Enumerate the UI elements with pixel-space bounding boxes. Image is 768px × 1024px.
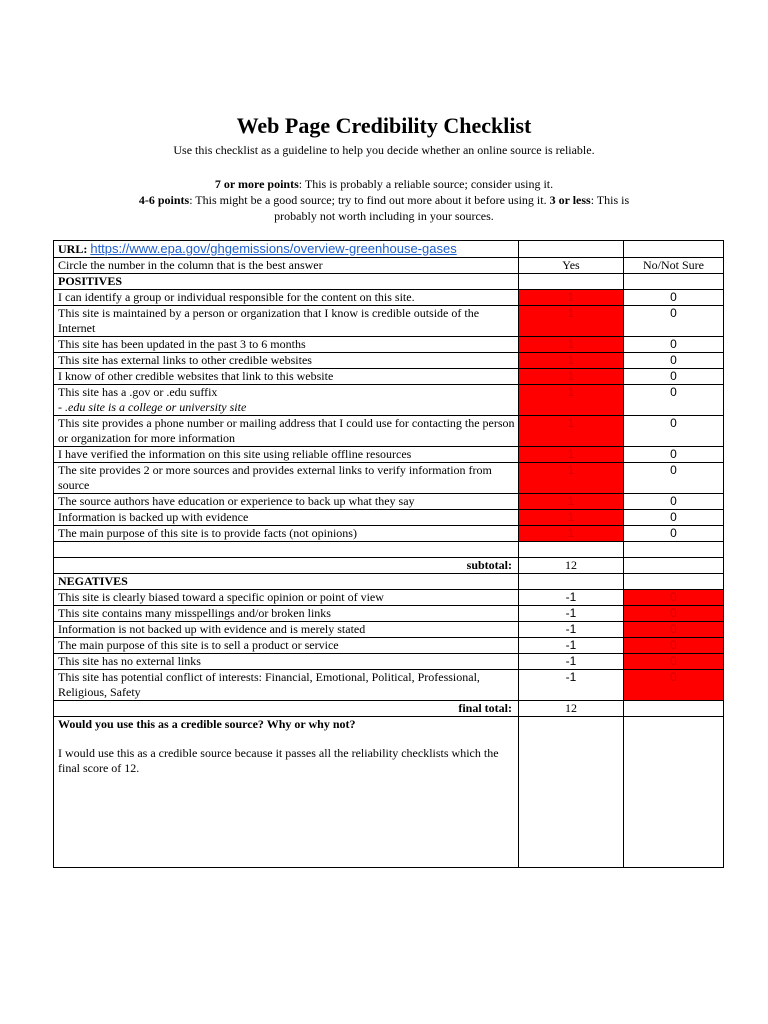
negatives-header-row	[54, 574, 724, 590]
criterion-label: This site has external links to other credible websites	[58, 353, 312, 367]
subtotal-label: subtotal:	[54, 558, 519, 574]
scale-good	[40, 192, 728, 208]
score-value-no: 0	[670, 369, 677, 383]
scale-low-continued: probably not worth including in your sources.	[274, 209, 494, 223]
empty-cell	[624, 558, 724, 574]
score-value-no: 0	[670, 306, 677, 320]
score-value-yes: 1	[567, 526, 575, 540]
score-value-no: 0	[670, 638, 677, 652]
score-cell-no[interactable]	[624, 654, 724, 670]
score-value-yes: 1	[567, 290, 575, 304]
score-value-no: 0	[670, 353, 677, 367]
score-value-yes: 1	[567, 385, 575, 399]
scale-low-text: : This is	[590, 193, 630, 207]
subtotal-value: 12	[519, 558, 624, 574]
score-cell-no[interactable]	[624, 638, 724, 654]
scale-low-label: 3 or less	[549, 193, 591, 207]
score-cell-yes[interactable]	[519, 510, 624, 526]
negatives-heading: NEGATIVES	[54, 574, 519, 590]
criterion-text	[54, 526, 519, 542]
score-value-no: 0	[670, 654, 677, 668]
criterion-label: This site contains many misspellings and/or broken links	[58, 606, 331, 620]
positive-criterion-row	[54, 337, 724, 353]
response-answer: I would use this as a credible source because it passes all the reliability checklists which the final score of 12.	[58, 746, 499, 775]
criterion-label: Information is backed up with evidence	[58, 510, 249, 524]
criterion-note: - .edu site is a college or university site	[58, 400, 247, 414]
url-link[interactable]: https://www.epa.gov/ghgemissions/overview-greenhouse-gases	[90, 241, 457, 256]
positive-criterion-row	[54, 447, 724, 463]
score-cell-yes[interactable]	[519, 590, 624, 606]
criterion-text	[54, 369, 519, 385]
score-value-no: 0	[670, 494, 677, 508]
score-value-yes: -1	[565, 654, 577, 668]
score-cell-no[interactable]	[624, 590, 724, 606]
empty-cell	[624, 241, 724, 258]
scale-reliable	[40, 176, 728, 192]
score-value-yes: 1	[567, 494, 575, 508]
empty-cell	[54, 542, 519, 558]
final-total-row	[54, 701, 724, 717]
final-total-value: 12	[519, 701, 624, 717]
score-value-yes: -1	[565, 590, 577, 604]
instruction-text: Circle the number in the column that is the best answer	[54, 258, 519, 274]
score-value-yes: 1	[567, 369, 575, 383]
score-cell-no[interactable]	[624, 337, 724, 353]
score-cell-no[interactable]	[624, 369, 724, 385]
score-cell-yes[interactable]	[519, 622, 624, 638]
empty-cell	[519, 274, 624, 290]
empty-cell	[624, 274, 724, 290]
positive-criterion-row	[54, 526, 724, 542]
score-value-no: 0	[670, 606, 677, 620]
criterion-label: The source authors have education or experience to back up what they say	[58, 494, 415, 508]
empty-cell	[519, 241, 624, 258]
score-cell-yes[interactable]	[519, 447, 624, 463]
criterion-label: This site has a .gov or .edu suffix	[58, 385, 218, 399]
score-cell-no[interactable]	[624, 526, 724, 542]
score-value-yes: 1	[567, 463, 575, 477]
criterion-label: The main purpose of this site is to sell a product or service	[58, 638, 339, 652]
column-header-no: No/Not Sure	[624, 258, 724, 274]
credibility-table	[53, 240, 724, 868]
score-cell-no[interactable]	[624, 494, 724, 510]
criterion-label: This site is clearly biased toward a specific opinion or point of view	[58, 590, 384, 604]
score-cell-yes[interactable]	[519, 494, 624, 510]
score-cell-no[interactable]	[624, 306, 724, 337]
criterion-text	[54, 447, 519, 463]
positive-criterion-row	[54, 306, 724, 337]
criterion-label: This site has potential conflict of interests: Financial, Emotional, Political, Professional, Religious, Safety	[58, 670, 480, 699]
positives-header-row	[54, 274, 724, 290]
score-value-yes: -1	[565, 638, 577, 652]
score-value-yes: 1	[567, 416, 575, 430]
instruction-row	[54, 258, 724, 274]
criterion-text	[54, 510, 519, 526]
score-cell-no[interactable]	[624, 416, 724, 447]
column-header-yes: Yes	[519, 258, 624, 274]
criterion-text	[54, 290, 519, 306]
positive-criterion-row	[54, 385, 724, 416]
criterion-label: I can identify a group or individual responsible for the content on this site.	[58, 290, 415, 304]
criterion-text	[54, 416, 519, 447]
score-value-no: 0	[670, 670, 677, 684]
negative-criterion-row	[54, 590, 724, 606]
score-cell-yes[interactable]	[519, 654, 624, 670]
score-cell-no[interactable]	[624, 606, 724, 622]
score-cell-yes[interactable]	[519, 526, 624, 542]
score-value-no: 0	[670, 290, 677, 304]
score-cell-no[interactable]	[624, 385, 724, 416]
score-value-yes: 1	[567, 353, 575, 367]
empty-cell	[519, 542, 624, 558]
score-value-yes: 1	[567, 306, 575, 320]
criterion-label: I know of other credible websites that link to this website	[58, 369, 334, 383]
score-cell-yes[interactable]	[519, 416, 624, 447]
criterion-text	[54, 654, 519, 670]
url-row	[54, 241, 724, 258]
empty-cell	[624, 542, 724, 558]
url-cell	[54, 241, 519, 258]
spacer-row	[54, 542, 724, 558]
scale-reliable-label: 7 or more points	[214, 177, 299, 191]
subtotal-row	[54, 558, 724, 574]
score-value-no: 0	[670, 622, 677, 636]
score-cell-yes[interactable]	[519, 353, 624, 369]
positive-criterion-row	[54, 290, 724, 306]
score-cell-no[interactable]	[624, 510, 724, 526]
positive-criterion-row	[54, 353, 724, 369]
positive-criterion-row	[54, 494, 724, 510]
criterion-text	[54, 337, 519, 353]
scale-reliable-text: : This is probably a reliable source; consider using it.	[298, 177, 554, 191]
positives-heading: POSITIVES	[54, 274, 519, 290]
positive-criterion-row	[54, 369, 724, 385]
negative-criterion-row	[54, 606, 724, 622]
score-cell-yes[interactable]	[519, 670, 624, 701]
criterion-text	[54, 385, 519, 416]
scale-good-label: 4-6 points	[138, 193, 190, 207]
negative-criterion-row	[54, 638, 724, 654]
criterion-label: This site has no external links	[58, 654, 201, 668]
page-title: Web Page Credibility Checklist	[236, 113, 532, 138]
criterion-text	[54, 463, 519, 494]
scale-good-text: : This might be a good source; try to find out more about it before using it.	[189, 193, 550, 207]
score-value-yes: 1	[567, 447, 575, 461]
negative-criterion-row	[54, 622, 724, 638]
url-label: URL:	[58, 242, 88, 256]
criterion-label: The site provides 2 or more sources and provides external links to verify information from source	[58, 463, 492, 492]
score-cell-yes[interactable]	[519, 463, 624, 494]
negative-criterion-row	[54, 670, 724, 701]
empty-cell	[519, 574, 624, 590]
score-cell-no[interactable]	[624, 290, 724, 306]
score-cell-yes[interactable]	[519, 337, 624, 353]
score-cell-yes[interactable]	[519, 290, 624, 306]
score-cell-yes[interactable]	[519, 306, 624, 337]
score-value-no: 0	[670, 337, 677, 351]
criterion-text	[54, 590, 519, 606]
criterion-text	[54, 638, 519, 654]
criterion-label: This site has been updated in the past 3 to 6 months	[58, 337, 306, 351]
score-value-yes: 1	[567, 510, 575, 524]
criterion-label: This site is maintained by a person or organization that I know is credible outside of the Internet	[58, 306, 480, 335]
score-cell-no[interactable]	[624, 447, 724, 463]
criterion-text	[54, 306, 519, 337]
criterion-text	[54, 606, 519, 622]
score-cell-no[interactable]	[624, 463, 724, 494]
score-cell-yes[interactable]	[519, 385, 624, 416]
empty-cell	[624, 701, 724, 717]
criterion-text	[54, 622, 519, 638]
positive-criterion-row	[54, 416, 724, 447]
score-value-no: 0	[670, 510, 677, 524]
score-cell-yes[interactable]	[519, 606, 624, 622]
score-cell-yes[interactable]	[519, 369, 624, 385]
criterion-text	[54, 670, 519, 701]
response-row	[54, 717, 724, 868]
negative-criterion-row	[54, 654, 724, 670]
score-value-no: 0	[670, 447, 677, 461]
score-value-yes: -1	[565, 670, 577, 684]
criterion-label: Information is not backed up with evidence and is merely stated	[58, 622, 366, 636]
intro-text: Use this checklist as a guideline to help you decide whether an online source is reliable.	[173, 143, 595, 157]
score-value-no: 0	[670, 590, 677, 604]
score-value-no: 0	[670, 416, 677, 430]
score-value-no: 0	[670, 463, 677, 477]
empty-cell	[624, 574, 724, 590]
criterion-label: The main purpose of this site is to provide facts (not opinions)	[58, 526, 357, 540]
score-cell-no[interactable]	[624, 670, 724, 701]
score-value-yes: -1	[565, 606, 577, 620]
positive-criterion-row	[54, 463, 724, 494]
response-question: Would you use this as a credible source? Why or why not?	[58, 717, 356, 731]
final-total-label: final total:	[54, 701, 519, 717]
score-value-yes: 1	[567, 337, 575, 351]
score-cell-no[interactable]	[624, 353, 724, 369]
criterion-label: This site provides a phone number or mailing address that I could use for contacting the person or organization for more information	[58, 416, 515, 445]
criterion-label: I have verified the information on this site using reliable offline resources	[58, 447, 412, 461]
score-cell-no[interactable]	[624, 622, 724, 638]
criterion-text	[54, 494, 519, 510]
score-value-no: 0	[670, 385, 677, 399]
response-cell	[54, 717, 519, 868]
score-value-no: 0	[670, 526, 677, 540]
score-value-yes: -1	[565, 622, 577, 636]
empty-cell	[519, 717, 624, 868]
criterion-text	[54, 353, 519, 369]
positive-criterion-row	[54, 510, 724, 526]
score-cell-yes[interactable]	[519, 638, 624, 654]
empty-cell	[624, 717, 724, 868]
